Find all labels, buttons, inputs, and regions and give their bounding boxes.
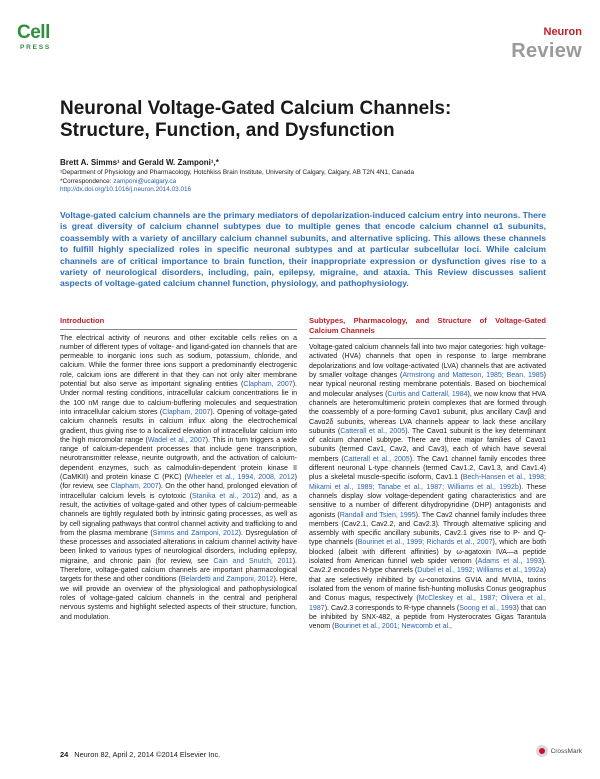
- citation-link[interactable]: Cain and Snutch, 2011: [213, 557, 293, 565]
- citation-link[interactable]: Soong et al., 1993: [459, 604, 517, 612]
- citation-link[interactable]: Curtis and Catterall, 1984: [387, 390, 468, 398]
- logo-text: Cell: [17, 22, 50, 43]
- page-number: 24: [60, 750, 69, 759]
- citation-link[interactable]: Simms and Zamponi, 2012: [152, 529, 239, 537]
- crossmark-icon: [536, 745, 548, 757]
- subtypes-heading: Subtypes, Pharmacology, and Structure of Voltage-Gated Calcium Channels: [309, 316, 546, 339]
- affiliation-block: [60, 169, 540, 195]
- abstract: Voltage-gated calcium channels are the primary mediators of depolarization-induced calcium entry into neurons. There is great diversity of calcium channel subtypes due to multiple genes that encode calcium channel α1 subunits, coassembly with a variety of ancillary calcium channel subunits, and alternative splicing. This allows these channels to fulfill highly specialized roles in specific neuronal subtypes and at particular subcellular loci. While calcium channels are of critical importance to brain function, their inappropriate expression or dysfunction gives rise to a variety of neurological disorders, including, pain, epilepsy, migraine, and ataxia. This Review discusses salient aspects of voltage-gated calcium channel function, physiology, and pathophysiology.: [60, 210, 546, 289]
- left-column: [60, 316, 297, 622]
- doi-link[interactable]: http://dx.doi.org/10.1016/j.neuron.2014.03.016: [60, 186, 192, 194]
- correspondence-label: *Correspondence:: [60, 177, 114, 185]
- citation-link[interactable]: Clapham, 2007: [243, 381, 293, 389]
- citation-link[interactable]: Randall and Tsien, 1995: [339, 511, 416, 519]
- citation-link[interactable]: Bourinet et al., 2001; Newcomb et al.,: [334, 623, 452, 631]
- logo-press: PRESS: [20, 44, 52, 51]
- section-name: Review: [511, 40, 582, 62]
- authors: Brett A. Simms¹ and Gerald W. Zamponi¹,*: [60, 158, 219, 167]
- citation-link[interactable]: Bourinet et al., 1999; Richards et al., 2007: [357, 539, 493, 547]
- citation-link[interactable]: Wheeler et al., 1994, 2008, 2012: [186, 474, 295, 482]
- citation-link[interactable]: Adams et al., 1993: [477, 558, 542, 566]
- correspondence-line: [60, 178, 540, 187]
- journal-citation: Neuron 82, April 2, 2014 ©2014 Elsevier Inc.: [74, 750, 221, 759]
- citation-link[interactable]: Catterall et al., 2005: [340, 427, 406, 435]
- citation-link[interactable]: Armstrong and Matteson, 1985; Bean, 1985: [402, 372, 544, 380]
- page-footer: [60, 750, 220, 759]
- citation-link[interactable]: Wadel et al., 2007: [147, 436, 206, 444]
- right-column: [309, 316, 546, 631]
- citation-link[interactable]: Dubel et al., 1992; Williams et al., 1992a: [417, 567, 544, 575]
- crossmark-label: CrossMark: [550, 747, 582, 755]
- citation-link[interactable]: McCleskey et al., 1987; Olivera et al., 1987: [309, 595, 546, 612]
- journal-name: Neuron: [543, 26, 582, 38]
- introduction-heading: Introduction: [60, 316, 297, 330]
- citation-link[interactable]: Bech-Hansen et al., 1998; Mikami et al., 1989; Tanabe et al., 1987; Williams et al., 1992b: [309, 474, 547, 491]
- introduction-text: The electrical activity of neurons and other excitable cells relies on a number of different types of voltage- and ligand-gated ion channels that are permeable to inorganic ions such as sodium, potassium, chloride, and calcium. While the former three ions support a predominantly electrogenic role, calcium ions are different in that they can not only alter membrane potential but also serve as important signaling entities (Clapham, 2007). Under normal resting conditions, intracellular calcium concentrations lie in the 100 nM range due to calcium-buffering molecules and sequestration into intracellular calcium stores (Clapham, 2007). Opening of voltage-gated calcium channels results in calcium influx along the electrochemical gradient, thus giving rise to a localized elevation of intracellular calcium into the high micromolar range (Wadel et al., 2007). This in turn triggers a wide range of calcium-dependent processes that include gene transcription, neurotransmitter release, neurite outgrowth, and the activation of calcium-dependent enzymes, such as calmodulin-dependent protein kinase II (CaMKII) and protein kinase C (PKC) (Wheeler et al., 1994, 2008, 2012) (for review, see Clapham, 2007). On the other hand, prolonged elevation of intracellular calcium levels is cytotoxic (Stanika et al., 2012) and, as a result, the activities of voltage-gated and other types of calcium-permeable channels are tightly regulated both by intrinsic gating processes, as well as by cell signaling pathways that control channel activity and trafficking to and from the plasma membrane (Simms and Zamponi, 2012). Dysregulation of these processes and associated alterations in calcium channel activity have been linked to various types of neurological disorders, including epilepsy, migraine, and chronic pain (for review, see Cain and Snutch, 2011). Therefore, voltage-gated calcium channels are important pharmacological targets for these and other conditions (Belardetti and Zamponi, 2012). Here, we will provide an overview of the physiological and pathophysiological roles of voltage-gated calcium channels in the central and peripheral nervous systems and highlight selected aspects of their structure, function, and modulation.: [60, 334, 298, 621]
- article-title: Neuronal Voltage-Gated Calcium Channels: Structure, Function, and Dysfunction: [60, 98, 452, 141]
- subtypes-text: Voltage-gated calcium channels fall into two major categories: high voltage-activated (HVA) channels that open in response to large membrane depolarizations and low voltage-activated (LVA) channels that are activated by smaller voltage changes (Armstrong and Matteson, 1985; Bean, 1985) near typical neuronal resting membrane potentials. Based on biochemical and molecular analyses (Curtis and Catterall, 1984), we now know that HVA channels are heteromultimeric protein complexes that are formed through the coassembly of a pore-forming Cavα1 subunit, plus ancillary Cavβ and Cavα2δ subunits, whereas LVA channels appear to lack these ancillary subunits (Catterall et al., 2005). The Cavα1 subunit is the key determinant of calcium channel subtype. There are three major families of Cavα1 subunits (termed Cav1, Cav2, and Cav3), each of which have several members (Catterall et al., 2005). The Cav1 channel family encodes three different neuronal L-type channels (termed Cav1.2, Cav1.3, and Cav1.4) plus a skeletal muscle-specific isoform, Cav1.1 (Bech-Hansen et al., 1998; Mikami et al., 1989; Tanabe et al., 1987; Williams et al., 1992b). These channels display slow voltage-dependent gating characteristics and are sensitive to a number of different dihydropyridine (DHP) antagonists and agonists (Randall and Tsien, 1995). The Cav2 channel family includes three members (Cav2.1, Cav2.2, and Cav2.3). Through alternative splicing and assembly with specific ancillary subunits, Cav2.1 gives rise to P- and Q-type channels (Bourinet et al., 1999; Richards et al., 2007), which are both blocked (albeit with different affinities) by ω-agatoxin IVA—a peptide isolated from American funnel web spider venom (Adams et al., 1993). Cav2.2 encodes N-type channels (Dubel et al., 1992; Williams et al., 1992a) that are selectively inhibited by ω-conotoxins GVIA and MVIIA, toxins isolated from the venom of marine fish-hunting mollusks Conus geographus and Conus magus, respectively (McCleskey et al., 1987; Olivera et al., 1987). Cav2.3 corresponds to R-type channels (Soong et al., 1993) that can be inhibited by SNX-482, a peptide from Hysterocrates Gigas Tarantula venom (Bourinet et al., 2001; Newcomb et al.,: [309, 344, 547, 631]
- affiliation-line: ¹Department of Physiology and Pharmacology, Hotchkiss Brain Institute, University of Calgary, Calgary, AB T2N 4N1, Canada: [60, 169, 415, 176]
- email-link[interactable]: zamponi@ucalgary.ca: [113, 177, 177, 185]
- citation-link[interactable]: Clapham, 2007: [110, 483, 159, 491]
- citation-link[interactable]: Catterall et al., 2005: [343, 455, 410, 463]
- citation-link[interactable]: Belardetti and Zamponi, 2012: [180, 576, 274, 584]
- citation-link[interactable]: Clapham, 2007: [162, 408, 211, 416]
- citation-link[interactable]: Stanika et al., 2012: [192, 492, 259, 500]
- crossmark-badge[interactable]: [536, 745, 582, 757]
